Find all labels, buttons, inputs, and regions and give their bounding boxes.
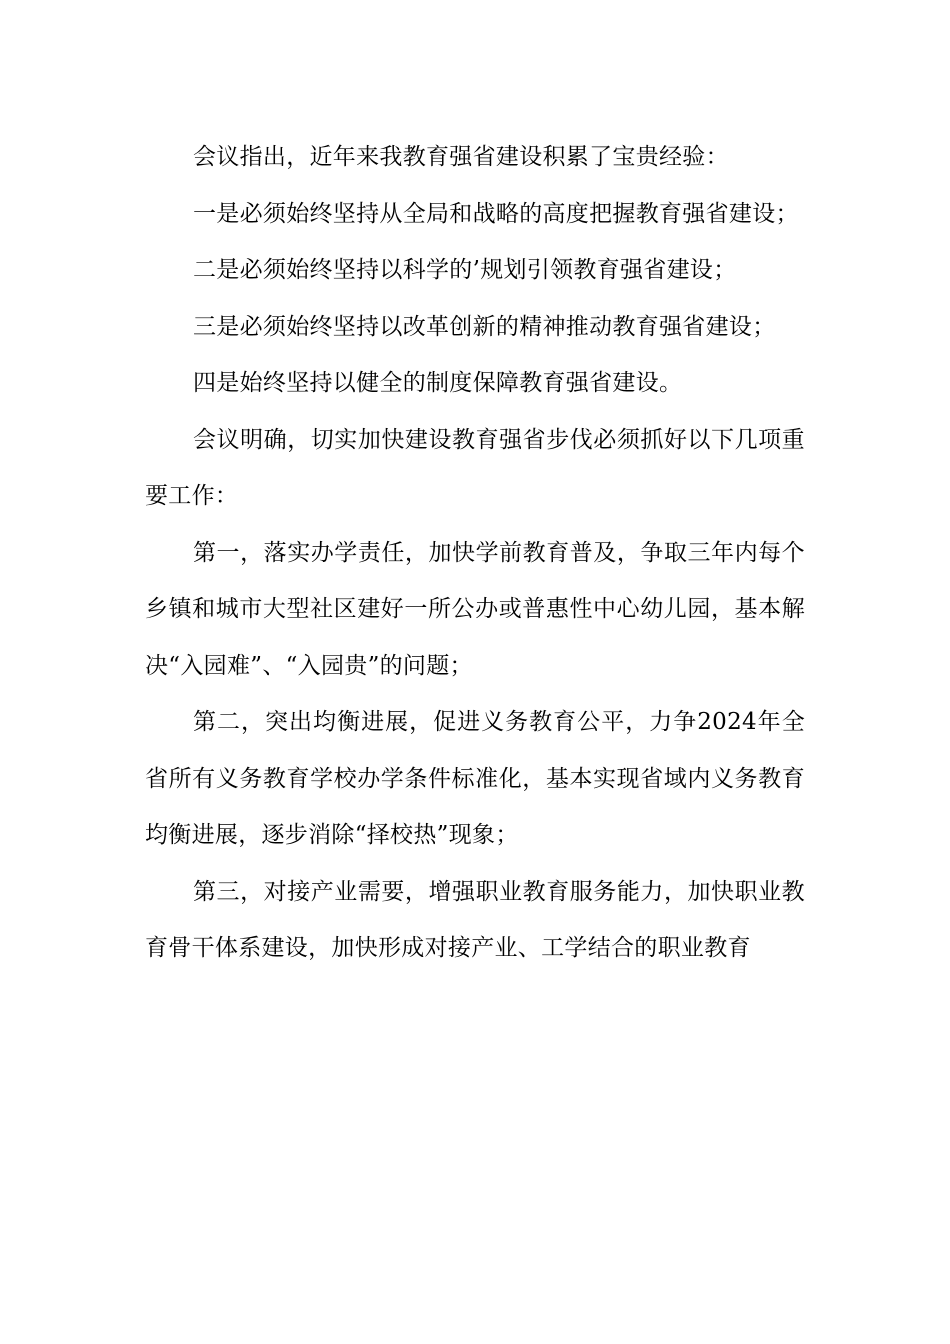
paragraph-point-three: 三是必须始终坚持以改革创新的精神推动教育强省建设； [193, 313, 776, 340]
paragraph-task-first: 第一，落实办学责任，加快学前教育普及，争取三年内每个乡镇和城市大型社区建好一所公办或普惠性中心幼儿园，基本解决“入园难”、“入园贵”的问题； [145, 539, 805, 679]
paragraph-tasks-intro: 会议明确，切实加快建设教育强省步伐必须抓好以下几项重要工作： [145, 426, 805, 509]
paragraph-task-second: 第二，突出均衡进展，促进义务教育公平，力争2024年全省所有义务教育学校办学条件标准化，基本实现省域内义务教育均衡进展，逐步消除“择校热”现象； [145, 709, 805, 848]
paragraph-point-four: 四是始终坚持以健全的制度保障教育强省建设。 [193, 370, 683, 396]
paragraph-experience-intro: 会议指出，近年来我教育强省建设积累了宝贵经验： [193, 144, 729, 170]
paragraph-task-third: 第三，对接产业需要，增强职业教育服务能力，加快职业教育骨干体系建设，加快形成对接产业、工学结合的职业教育 [145, 878, 805, 961]
paragraph-point-two: 二是必须始终坚持以科学的’规划引领教育强省建设； [193, 257, 737, 283]
document-body [145, 129, 805, 977]
paragraph-point-one: 一是必须始终坚持从全局和战略的高度把握教育强省建设； [193, 200, 799, 227]
